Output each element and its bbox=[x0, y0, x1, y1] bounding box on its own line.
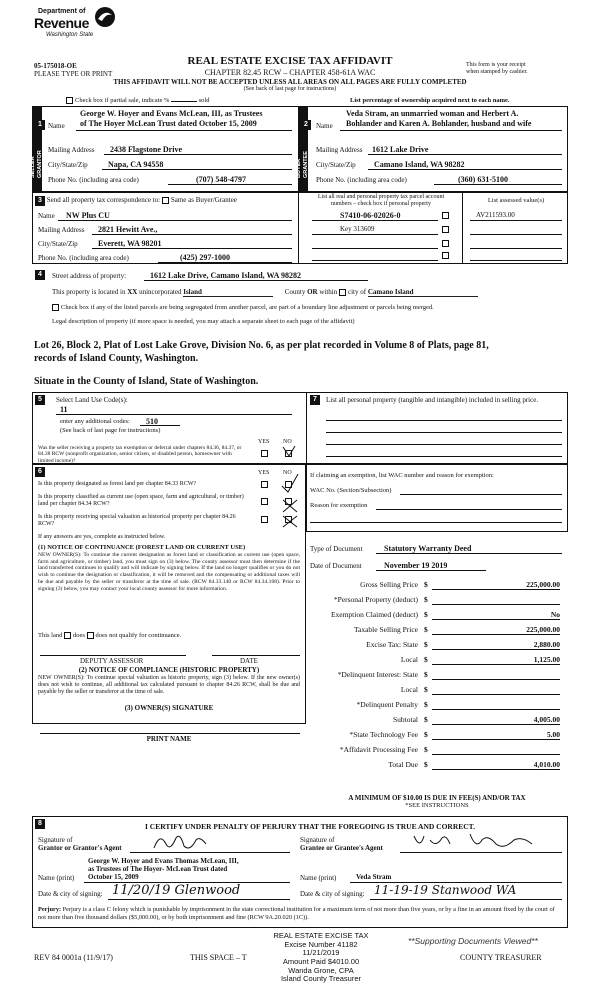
seller-city-label: City/State/Zip bbox=[48, 161, 88, 169]
dor-logo bbox=[34, 6, 114, 54]
notice1-body: NEW OWNER(S): To continue the current designation as forest land or classification as current use (open space, farm and agriculture, or timber) land, you must sign on (3) below. The county assessor must then determine if the land transferred continues to qualify and will indicate by signing below. If the land no longer qualifies or you do not wish to continue the designation or classification, it will be removed and the compensating or additional taxes will be due and payable by the seller or transferor at the time of sale. (RCW 84.33.140 or RCW 84.34.108). Prior to signing (3) below, you may contact your local county assessor for more information. bbox=[38, 552, 300, 592]
exemption-question: Was the seller receiving a property tax exemption or deferral under chapters 84.36, 84.37, or 84.38 RCW (nonprofit organization, senior citizen, or disabled person, homeowner with limited income)? bbox=[38, 445, 242, 464]
print-note: PLEASE TYPE OR PRINT bbox=[34, 70, 113, 78]
grantor-name-line1[interactable]: George W. Hoyer and Evans Thomas McLean, III, bbox=[88, 857, 239, 865]
parcel-number-1[interactable]: S7410-06-02026-0 bbox=[340, 211, 401, 220]
section6-no: NO bbox=[283, 470, 292, 476]
form-code: 05-175018-OE bbox=[34, 62, 77, 70]
dollar-sign: $ bbox=[424, 580, 428, 589]
additional-codes-label: enter any additional codes: bbox=[60, 418, 130, 425]
transaction-row-label: Local bbox=[400, 685, 418, 694]
logo-revenue: Revenue bbox=[34, 15, 89, 31]
qualify-row bbox=[38, 632, 181, 640]
qualify-prefix: This land bbox=[38, 632, 63, 639]
historic-question: Is this property receiving special valuation as historical property per chapter 84.26 RCW? bbox=[38, 514, 236, 528]
buyer-address-label: Mailing Address bbox=[316, 146, 363, 154]
transaction-row-label: Gross Selling Price bbox=[360, 580, 418, 589]
partial-sale-checkbox[interactable] bbox=[66, 97, 73, 104]
county-or: OR bbox=[307, 288, 318, 296]
supporting-docs-viewed: **Supporting Documents Viewed** bbox=[408, 936, 538, 946]
segregation-row bbox=[52, 304, 434, 312]
section7-badge: 7 bbox=[310, 395, 320, 405]
dollar-sign: $ bbox=[424, 700, 428, 709]
partial-sale-sold: sold bbox=[198, 97, 210, 104]
located-mark: XX bbox=[127, 288, 138, 296]
tc-phone[interactable]: (425) 297-1000 bbox=[180, 253, 230, 262]
print-name-label: PRINT NAME bbox=[146, 735, 192, 743]
parcel-personal-checkbox-3[interactable] bbox=[442, 240, 449, 247]
transaction-row-label: *Personal Property (deduct) bbox=[333, 595, 418, 604]
transaction-row-label: *Delinquent Interest: State bbox=[337, 670, 418, 679]
land-use-label: Select Land Use Code(s): bbox=[56, 396, 128, 404]
grantee-sig-label-2: Grantee or Grantee's Agent bbox=[300, 844, 383, 852]
forest-yes-checkbox[interactable] bbox=[261, 481, 268, 488]
receipt-note-1: This form is your receipt bbox=[466, 62, 526, 68]
land-use-yes: YES bbox=[258, 439, 270, 445]
logo-department: Department of bbox=[38, 8, 86, 15]
parcel-value-1[interactable]: AV211593.00 bbox=[476, 211, 515, 219]
transaction-row-value[interactable]: No bbox=[432, 610, 560, 620]
transaction-row-label: Total Due bbox=[388, 760, 418, 769]
seller-name-label: Name bbox=[48, 122, 65, 130]
city-of[interactable]: Camano Island bbox=[368, 288, 478, 297]
transaction-row-value[interactable]: 1,125.00 bbox=[432, 655, 560, 665]
section6-badge: 6 bbox=[35, 467, 45, 477]
dollar-sign: $ bbox=[424, 610, 428, 619]
tc-address-label: Mailing Address bbox=[38, 226, 85, 234]
grantee-signature-icon[interactable] bbox=[410, 830, 540, 854]
county-treasurer-label: COUNTY TREASURER bbox=[460, 953, 542, 962]
dollar-sign: $ bbox=[424, 595, 428, 604]
parcel-header-1: List all real and personal property tax parcel account bbox=[317, 194, 445, 200]
land-use-code[interactable]: 11 bbox=[60, 405, 68, 414]
answers-note: If any answers are yes, complete as instructed below. bbox=[38, 534, 166, 540]
dollar-sign: $ bbox=[424, 670, 428, 679]
doc-type-label: Type of Document bbox=[310, 545, 363, 553]
historic-yes-checkbox[interactable] bbox=[261, 516, 268, 523]
does-qualify-checkbox[interactable] bbox=[64, 632, 71, 639]
segregation-note: Check box if any of the listed parcels are being segregated from another parcel, are part of a boundary line adjustment or parcels being merged. bbox=[61, 304, 434, 311]
legal-line-2[interactable]: records of Island County, Washington. bbox=[34, 353, 199, 364]
buyer-side-text: BUYER GRANTEE bbox=[296, 151, 309, 178]
perjury-label: Perjury: bbox=[38, 906, 62, 913]
stamp-line-4: Amount Paid $4010.00 bbox=[282, 956, 360, 966]
treasurer-stamp bbox=[256, 932, 386, 984]
stamp-line-6: Island County Treasurer bbox=[280, 974, 362, 984]
transaction-row-value[interactable] bbox=[432, 670, 560, 680]
section6-no-marks-icon bbox=[278, 472, 302, 528]
land-use-no: NO bbox=[283, 439, 292, 445]
seller-phone-label: Phone No. (including area code) bbox=[48, 176, 139, 184]
section6-yes: YES bbox=[258, 470, 270, 476]
located-prefix: This property is located in bbox=[52, 288, 126, 296]
this-space-label: THIS SPACE – T bbox=[190, 953, 247, 962]
stamp-line-2: Excise Number 41182 bbox=[284, 939, 358, 949]
parcel-personal-checkbox-2[interactable] bbox=[442, 226, 449, 233]
doc-type[interactable]: Statutory Warranty Deed bbox=[384, 544, 472, 553]
same-as-buyer-label: Same as Buyer/Grantee bbox=[170, 196, 237, 204]
stamp-line-3: 11/21/2019 bbox=[302, 948, 340, 958]
grantee-name[interactable]: Veda Stram bbox=[356, 873, 392, 881]
transaction-row-value[interactable]: 225,000.00 bbox=[432, 625, 560, 635]
grantor-date-city-label: Date & city of signing: bbox=[38, 890, 103, 898]
buyer-name-line2[interactable]: Bohlander and Karen A. Bohlander, husband and wife bbox=[346, 119, 532, 128]
grantee-sig-label-1: Signature of bbox=[300, 836, 335, 844]
see-instructions-note: *SEE INSTRUCTIONS bbox=[405, 802, 469, 809]
exemption-yes-checkbox[interactable] bbox=[261, 450, 268, 457]
receipt-note-2: when stamped by cashier. bbox=[466, 69, 528, 75]
does-not-label: does not qualify for continuance. bbox=[95, 632, 182, 639]
tc-city-label: City/State/Zip bbox=[38, 240, 78, 248]
legal-line-1[interactable]: Lot 26, Block 2, Plat of Lost Lake Grove, Division No. 6, as per plat recorded in Volume 8 of Plats, page 81, bbox=[34, 340, 489, 351]
does-label: does bbox=[73, 632, 85, 639]
seller-address-label: Mailing Address bbox=[48, 146, 95, 154]
seller-city[interactable]: Napa, CA 94558 bbox=[108, 160, 164, 169]
buyer-phone[interactable]: (360) 631-5100 bbox=[458, 175, 508, 184]
tc-address[interactable]: 2821 Hewitt Ave., bbox=[98, 225, 158, 234]
tc-phone-label: Phone No. (including area code) bbox=[38, 254, 129, 262]
dollar-sign: $ bbox=[424, 730, 428, 739]
transaction-row-label: *Affidavit Processing Fee bbox=[339, 745, 418, 754]
deputy-assessor-label: DEPUTY ASSESSOR bbox=[80, 657, 144, 665]
wac-number-label: WAC No. (Section/Subsection) bbox=[310, 487, 392, 494]
dollar-sign: $ bbox=[424, 760, 428, 769]
dollar-sign: $ bbox=[424, 685, 428, 694]
buyer-section-badge: 2 bbox=[301, 120, 311, 130]
buyer-name-line1[interactable]: Veda Stram, an unmarried woman and Herbert A. bbox=[346, 109, 519, 118]
seller-section-badge: 1 bbox=[35, 120, 45, 130]
ownership-note: List percentage of ownership acquired next to each name. bbox=[350, 97, 510, 104]
notice1-title: (1) NOTICE OF CONTINUANCE (FOREST LAND OR CURRENT USE) bbox=[38, 544, 246, 551]
grantor-sig-label-2: Grantor or Grantor's Agent bbox=[38, 844, 122, 852]
minimum-note: A MINIMUM OF $10.00 IS DUE IN FEE(S) AND/OR TAX bbox=[348, 794, 526, 802]
land-use-instructions: (See back of last page for instructions) bbox=[60, 427, 161, 434]
transaction-row-value[interactable]: 5.00 bbox=[432, 730, 560, 740]
dollar-sign: $ bbox=[424, 625, 428, 634]
wac-claim-label: If claiming an exemption, list WAC number and reason for exemption: bbox=[310, 472, 494, 479]
grantor-sig-label-1: Signature of bbox=[38, 836, 73, 844]
reason-label: Reason for exemption bbox=[310, 502, 368, 509]
transaction-row-value[interactable]: 225,000.00 bbox=[432, 580, 560, 590]
seller-name-line1[interactable]: George W. Hoyer and Evans McLean, III, as Trustees bbox=[80, 109, 263, 118]
logo-swirl-icon bbox=[94, 6, 116, 28]
form-revision: REV 84 0001a (11/9/17) bbox=[34, 953, 113, 962]
parcel-personal-checkbox-4[interactable] bbox=[442, 252, 449, 259]
transaction-row-label: Exemption Claimed (deduct) bbox=[330, 610, 418, 619]
certify-text: I CERTIFY UNDER PENALTY OF PERJURY THAT THE FOREGOING IS TRUE AND CORRECT. bbox=[144, 822, 475, 831]
street-address[interactable]: 1612 Lake Drive, Camano Island, WA 98282 bbox=[150, 271, 301, 280]
transaction-row-value[interactable] bbox=[432, 700, 560, 710]
grantee-name-print-label: Name (print) bbox=[300, 874, 337, 882]
buyer-city-label: City/State/Zip bbox=[316, 161, 356, 169]
city-of-label: city of bbox=[348, 288, 367, 296]
tc-name[interactable]: NW Plus CU bbox=[66, 211, 110, 220]
grantee-date-city[interactable]: 11-19-19 Stanwood WA bbox=[374, 883, 517, 897]
parcel-number-2[interactable]: Key 313609 bbox=[340, 225, 375, 233]
transaction-row-value[interactable]: 4,005.00 bbox=[432, 715, 560, 725]
grantee-date-city-label: Date & city of signing: bbox=[300, 890, 365, 898]
within-label: within bbox=[319, 288, 338, 296]
parcel-personal-checkbox-1[interactable] bbox=[442, 212, 449, 219]
city-of-checkbox[interactable] bbox=[339, 289, 346, 296]
located-row bbox=[52, 288, 572, 297]
section8-badge: 8 bbox=[35, 819, 45, 829]
perjury-row bbox=[38, 906, 564, 921]
stamp-line-1: REAL ESTATE EXCISE TAX bbox=[273, 931, 369, 940]
section4-badge: 4 bbox=[35, 270, 45, 280]
transaction-row-value[interactable] bbox=[432, 745, 560, 755]
same-as-buyer-checkbox[interactable] bbox=[162, 197, 169, 204]
exemption-no-checkmark-icon bbox=[281, 444, 297, 460]
logo-state: Washington State bbox=[46, 32, 94, 38]
county-label: County bbox=[284, 288, 306, 296]
buyer-phone-label: Phone No. (including area code) bbox=[316, 176, 407, 184]
seller-side-text: SELLER GRANTOR bbox=[30, 150, 43, 178]
grantor-date-city[interactable]: 11/20/19 Glenwood bbox=[112, 883, 241, 898]
section5-badge: 5 bbox=[35, 395, 45, 405]
located-suffix: unincorporated bbox=[139, 288, 182, 296]
grantor-name-line3[interactable]: October 15, 2009 bbox=[88, 873, 139, 881]
additional-codes[interactable]: 510 bbox=[146, 417, 158, 426]
segregation-checkbox[interactable] bbox=[52, 304, 59, 311]
dollar-sign: $ bbox=[424, 655, 428, 664]
current-use-yes-checkbox[interactable] bbox=[261, 498, 268, 505]
dollar-sign: $ bbox=[424, 640, 428, 649]
parcel-header-2: numbers – check box if personal property bbox=[331, 201, 431, 207]
buyer-address[interactable]: 1612 Lake Drive bbox=[372, 145, 429, 154]
doc-date-label: Date of Document bbox=[310, 562, 362, 570]
grantor-name-print-label: Name (print) bbox=[38, 874, 75, 882]
current-use-question: Is this property classified as current use (open space, farm and agricultural, or timber) land per chapter 84.34 RCW? bbox=[38, 494, 244, 508]
buyer-name-label: Name bbox=[316, 122, 333, 130]
seller-address[interactable]: 2438 Flagstone Drive bbox=[110, 145, 182, 154]
form-title: REAL ESTATE EXCISE TAX AFFIDAVIT bbox=[187, 55, 393, 67]
notice2-body: NEW OWNER(S): To continue special valuation as historic property, sign (3) below. If the new owner(s) does not wish to continue, all additional tax calculated pursuant to chapter 84.26 RCW, shall be due and payable by the seller or transferor at the time of sale. bbox=[38, 675, 300, 696]
seller-name-line2[interactable]: of The Hoyer McLean Trust dated October 15, 2009 bbox=[80, 119, 257, 128]
transaction-row-label: Taxable Selling Price bbox=[353, 625, 418, 634]
situate-line[interactable]: Situate in the County of Island, State of Washington. bbox=[34, 376, 259, 387]
see-back-note: (See back of last page for instructions) bbox=[243, 86, 337, 92]
street-label: Street address of property: bbox=[52, 272, 127, 280]
owner-signature-label: (3) OWNER(S) SIGNATURE bbox=[124, 704, 214, 712]
transaction-row-value[interactable]: 4,010.00 bbox=[432, 760, 560, 770]
transaction-row-label: *State Technology Fee bbox=[349, 730, 418, 739]
dollar-sign: $ bbox=[424, 715, 428, 724]
transaction-row-value[interactable] bbox=[432, 685, 560, 695]
perjury-text: Perjury is a class C felony which is punishable by imprisonment in the state correctional institution for a maximum term of not more than five years, or by a fine in an amount fixed by the court of not more than five thousand dollars ($5,000.00), or by both imprisonment and fine (RCW 9A.20.020 (1C)). bbox=[38, 906, 555, 921]
dollar-sign: $ bbox=[424, 745, 428, 754]
buyer-city[interactable]: Camano Island, WA 98282 bbox=[374, 160, 465, 169]
tax-correspondence-label: Send all property tax correspondence to: bbox=[46, 196, 161, 204]
partial-sale-row bbox=[66, 97, 210, 105]
doc-date[interactable]: November 19 2019 bbox=[384, 561, 448, 570]
assessed-header: List assessed value(s) bbox=[487, 197, 545, 204]
form-warning: THIS AFFIDAVIT WILL NOT BE ACCEPTED UNLESS ALL AREAS ON ALL PAGES ARE FULLY COMPLETED bbox=[113, 78, 467, 86]
tc-name-label: Name bbox=[38, 212, 55, 220]
personal-property-label: List all personal property (tangible and intangible) included in selling price. bbox=[326, 396, 539, 404]
grantor-name-line2[interactable]: as Trustees of The Hoyer- McLean Trust dated bbox=[88, 865, 228, 873]
notice2-title: (2) NOTICE OF COMPLIANCE (HISTORIC PROPERTY) bbox=[78, 666, 260, 674]
transaction-row-label: *Delinquent Penalty bbox=[356, 700, 418, 709]
legal-label: Legal description of property (if more space is needed, you may attach a separate sheet to each page of the affidavit) bbox=[52, 318, 355, 325]
stamp-line-5: Wanda Grone, CPA bbox=[288, 965, 354, 975]
forest-question: Is this property designated as forest land per chapter 84.33 RCW? bbox=[38, 481, 197, 487]
date-label: DATE bbox=[240, 657, 258, 665]
transaction-row-label: Subtotal bbox=[392, 715, 418, 724]
section3-row: 3 Send all property tax correspondence to: Same as Buyer/Grantee bbox=[35, 196, 237, 206]
tc-city[interactable]: Everett, WA 98201 bbox=[98, 239, 162, 248]
located-area[interactable]: Island bbox=[183, 288, 273, 297]
form-chapter: CHAPTER 82.45 RCW – CHAPTER 458-61A WAC bbox=[204, 68, 376, 77]
transaction-row-value[interactable]: 2,880.00 bbox=[432, 640, 560, 650]
seller-phone[interactable]: (707) 548-4797 bbox=[196, 175, 246, 184]
transaction-row-value[interactable] bbox=[432, 595, 560, 605]
transaction-row-label: Excise Tax: State bbox=[366, 640, 418, 649]
partial-sale-label: Check box if partial sale, indicate % bbox=[75, 97, 170, 104]
transaction-row-label: Local bbox=[400, 655, 418, 664]
does-not-qualify-checkbox[interactable] bbox=[87, 632, 94, 639]
grantor-signature-icon[interactable] bbox=[150, 830, 210, 854]
